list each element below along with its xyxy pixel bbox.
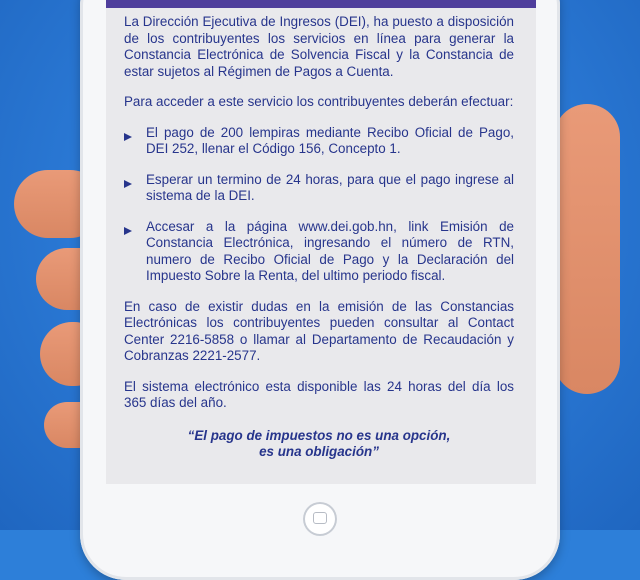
bullet-arrow-icon: [124, 133, 132, 141]
availability-paragraph: El sistema electrónico esta disponible las 24 horas del día los 365 días del año.: [124, 378, 514, 410]
tablet-screen: [106, 0, 536, 484]
intro-paragraph: La Dirección Ejecutiva de Ingresos (DEI), ha puesto a disposición de los contribuyentes los servicios en línea para generar la Constancia Electrónica de Solvencia Fiscal y la Constancia de estar sujetos al Régimen de Pagos a Cuenta.: [124, 14, 514, 79]
header-accent-bar: [106, 0, 536, 8]
bullet-arrow-icon: [124, 227, 132, 235]
home-button[interactable]: [303, 502, 337, 536]
slogan-line-2: es una obligación”: [259, 443, 379, 459]
step-item: [124, 125, 514, 158]
slogan-line-1: “El pago de impuestos no es una opción,: [187, 427, 451, 443]
step-text: Accesar a la página www.dei.gob.hn, link Emisión de Constancia Electrónica, ingresando el número de RTN, numero de Recibo Oficial de Pago y la Declaración del Impuesto Sobre la Renta, del ultimo periodo fiscal.: [146, 218, 514, 283]
contact-paragraph: En caso de existir dudas en la emisión de las Constancias Electrónicas los contribuyentes pueden consultar al Contact Center 2216-5858 o llamar al Departamento de Recaudación y Cobranzas 2221-2577.: [124, 298, 514, 363]
right-thumb: [554, 104, 620, 394]
step-item: [124, 172, 514, 205]
step-text: Esperar un termino de 24 horas, para que el pago ingrese al sistema de la DEI.: [146, 171, 514, 203]
slogan: [124, 428, 514, 460]
step-text: El pago de 200 lempiras mediante Recibo Oficial de Pago, DEI 252, llenar el Código 156, Concepto 1.: [146, 124, 514, 156]
home-icon: [313, 512, 327, 524]
requirement-lead: Para acceder a este servicio los contribuyentes deberán efectuar:: [124, 94, 514, 109]
step-item: [124, 219, 514, 285]
notice-content: [124, 14, 514, 460]
bullet-arrow-icon: [124, 180, 132, 188]
